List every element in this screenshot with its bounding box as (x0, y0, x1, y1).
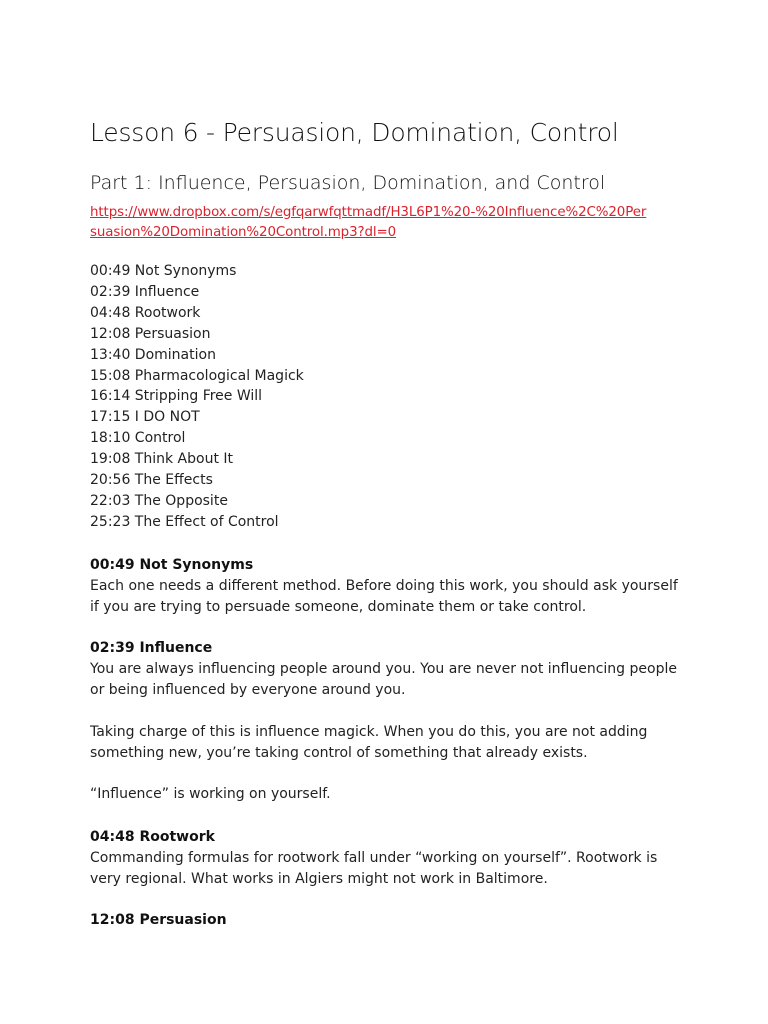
timestamp-item: 20:56 The Effects (90, 472, 213, 489)
timestamp-list (90, 261, 304, 533)
section-paragraph: Each one needs a different method. Before doing this work, you should ask yourself if you are trying to persuade someone, dominate them or take control. (90, 577, 678, 615)
part-subtitle: Part 1: Influence, Persuasion, Domination, and Control (90, 172, 606, 194)
timestamp-item: 25:23 The Effect of Control (90, 513, 279, 530)
section-persuasion (90, 910, 690, 931)
section-not-synonyms (90, 555, 690, 618)
timestamp-item: 19:08 Think About It (90, 451, 234, 468)
section-influence (90, 638, 690, 805)
timestamp-item: 12:08 Persuasion (90, 325, 211, 342)
lesson-title: Lesson 6 - Persuasion, Domination, Control (90, 118, 619, 147)
section-paragraph: Taking charge of this is influence magick. When you do this, you are not adding something new, you’re taking control of something that already exists. (90, 723, 648, 761)
section-rootwork (90, 827, 690, 890)
timestamp-item: 13:40 Domination (90, 346, 216, 363)
timestamp-item: 04:48 Rootwork (90, 304, 201, 321)
timestamp-item: 02:39 Influence (90, 283, 200, 300)
timestamp-item: 16:14 Stripping Free Will (90, 388, 263, 405)
section-paragraph: You are always influencing people around you. You are never not influencing people or being influenced by everyone around you. (90, 660, 677, 698)
section-heading: 02:39 Influence (90, 640, 213, 656)
section-heading: 00:49 Not Synonyms (90, 557, 254, 573)
timestamp-item: 22:03 The Opposite (90, 492, 228, 509)
timestamp-item: 17:15 I DO NOT (90, 409, 200, 426)
section-heading: 04:48 Rootwork (90, 829, 215, 845)
section-paragraph: “Influence” is working on yourself. (90, 786, 331, 803)
audio-link[interactable]: https://www.dropbox.com/s/egfqarwfqttmadf/H3L6P1%20-%20Influence%2C%20Persuasion%20Domination%20Control.mp3?dl=0 (90, 205, 647, 240)
timestamp-item: 00:49 Not Synonyms (90, 263, 237, 279)
timestamp-item: 18:10 Control (90, 430, 186, 447)
section-paragraph: Commanding formulas for rootwork fall under “working on yourself”. Rootwork is very regional. What works in Algiers might not work in Baltimore. (90, 849, 658, 887)
section-heading: 12:08 Persuasion (90, 912, 227, 928)
timestamp-item: 15:08 Pharmacological Magick (90, 367, 304, 384)
